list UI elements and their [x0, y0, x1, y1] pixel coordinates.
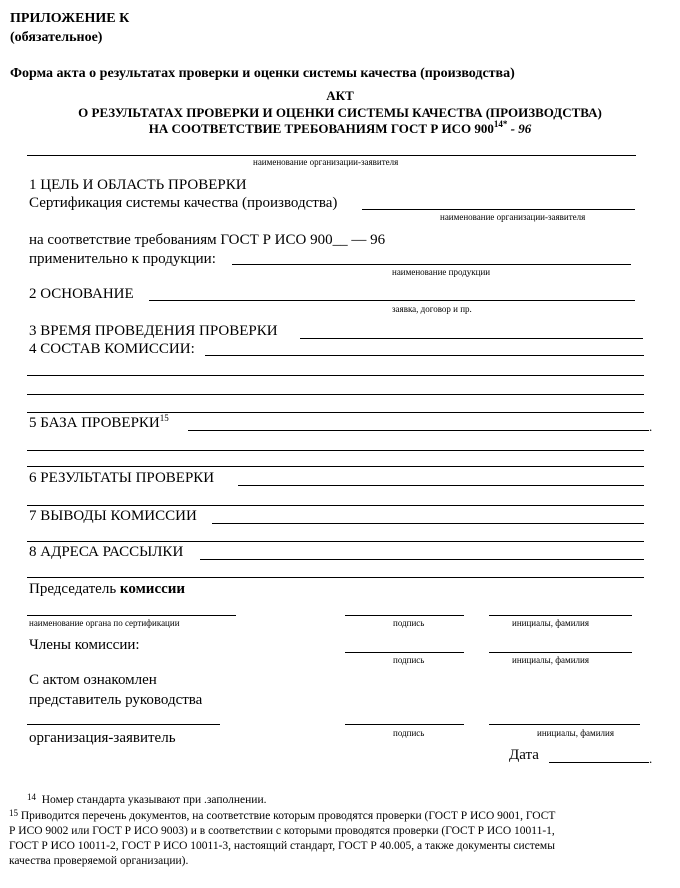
appendix-status: (обязательное) — [10, 30, 103, 45]
conformity-text: на соответствие требованиям ГОСТ Р ИСО 900__ — 96 — [29, 232, 386, 248]
initials-caption: инициалы, фамилия — [537, 728, 614, 738]
mailing-line[interactable] — [200, 559, 644, 560]
commission-line[interactable] — [27, 375, 644, 376]
footnote-15-line: качества проверяемой организации). — [9, 855, 189, 867]
initials-caption: инициалы, фамилия — [512, 618, 589, 628]
act-subtitle: О РЕЗУЛЬТАТАХ ПРОВЕРКИ И ОЦЕНКИ СИСТЕМЫ КАЧЕСТВА (ПРОИЗВОДСТВА) — [78, 105, 602, 120]
management-rep-label: представитель руководства — [29, 692, 203, 708]
act-subtitle-standard: НА СООТВЕТСТВИЕ ТРЕБОВАНИЯМ ГОСТ Р ИСО $900^{14*} - 96$ — [148, 119, 532, 136]
footnote-14: $^{14}$ Номер стандарта указывают при .заполнении. — [27, 792, 267, 806]
cert-org-line[interactable] — [362, 209, 635, 210]
section2-heading: 2 ОСНОВАНИЕ — [29, 286, 134, 302]
acquainted-label: С актом ознакомлен — [29, 672, 157, 688]
org-name-caption: наименование организации-заявителя — [253, 157, 399, 167]
basis-caption: заявка, договор и пр. — [392, 304, 472, 314]
rep-initials-line[interactable] — [489, 724, 640, 725]
section7-heading: 7 ВЫВОДЫ КОМИССИИ — [29, 508, 197, 524]
product-label: применительно к продукции: — [29, 251, 216, 267]
date-label: Дата — [509, 747, 539, 763]
act-title: АКТ — [326, 88, 354, 103]
cert-body-caption: наименование органа по сертификации — [29, 618, 180, 628]
section8-heading: 8 АДРЕСА РАССЫЛКИ — [29, 544, 184, 560]
section3-heading: 3 ВРЕМЯ ПРОВЕДЕНИЯ ПРОВЕРКИ — [29, 323, 278, 339]
section6-heading: 6 РЕЗУЛЬТАТЫ ПРОВЕРКИ — [29, 470, 215, 486]
signature-caption: подпись — [393, 728, 425, 738]
signature-caption: подпись — [393, 618, 425, 628]
chairman-signature-line[interactable] — [345, 615, 464, 616]
footnote-15-line: Р ИСО 9002 или ГОСТ Р ИСО 9003) и в соответствии с которыми проводятся проверки (ГОСТ Р ИСО 10011-1, — [9, 825, 555, 837]
chairman-label: Председатель комиссии — [29, 581, 186, 597]
time-line[interactable] — [300, 338, 643, 339]
results-line[interactable] — [27, 505, 644, 506]
signature-caption: подпись — [393, 655, 425, 665]
basis-line[interactable] — [149, 300, 635, 301]
date-dot: . — [649, 751, 653, 766]
section5-heading: 5 БАЗА ПРОВЕРКИ$^{15}$ — [29, 413, 169, 431]
form-title: Форма акта о результатах проверки и оценки системы качества (производства) — [10, 66, 515, 81]
commission-line[interactable] — [205, 355, 644, 356]
footnote-15: $^{15}$ Приводится перечень документов, на соответствие которым проводятся проверки (ГОСТ Р ИСО 9001, ГОСТ — [9, 808, 556, 822]
results-line[interactable] — [238, 485, 644, 486]
commission-line[interactable] — [27, 412, 644, 413]
conclusions-line[interactable] — [27, 541, 644, 542]
chairman-initials-line[interactable] — [489, 615, 632, 616]
rep-signature-line[interactable] — [345, 724, 464, 725]
base-dot: . — [649, 419, 653, 434]
initials-caption: инициалы, фамилия — [512, 655, 589, 665]
applicant-org-label: организация-заявитель — [29, 730, 176, 746]
members-initials-line[interactable] — [489, 652, 632, 653]
cert-label: Сертификация системы качества (производства) — [29, 195, 338, 211]
section4-heading: 4 СОСТАВ КОМИССИИ: — [29, 341, 195, 357]
cert-org-caption: наименование организации-заявителя — [440, 212, 586, 222]
product-caption: наименование продукции — [392, 267, 491, 277]
base-line[interactable] — [27, 466, 644, 467]
product-line[interactable] — [232, 264, 631, 265]
members-label: Члены комиссии: — [29, 637, 140, 653]
date-line[interactable] — [549, 762, 649, 763]
applicant-org-line[interactable] — [27, 724, 220, 725]
appendix-title: ПРИЛОЖЕНИЕ К — [10, 11, 130, 26]
members-signature-line[interactable] — [345, 652, 464, 653]
base-line[interactable] — [188, 430, 649, 431]
commission-line[interactable] — [27, 394, 644, 395]
conclusions-line[interactable] — [212, 523, 644, 524]
base-line[interactable] — [27, 450, 644, 451]
org-name-line[interactable] — [27, 155, 636, 156]
cert-body-line[interactable] — [27, 615, 236, 616]
footnote-15-line: ГОСТ Р ИСО 10011-2, ГОСТ Р ИСО 10011-3, настоящий стандарт, ГОСТ Р 40.005, а также документы системы — [9, 840, 555, 852]
section1-heading: 1 ЦЕЛЬ И ОБЛАСТЬ ПРОВЕРКИ — [29, 177, 247, 193]
mailing-line[interactable] — [27, 577, 644, 578]
